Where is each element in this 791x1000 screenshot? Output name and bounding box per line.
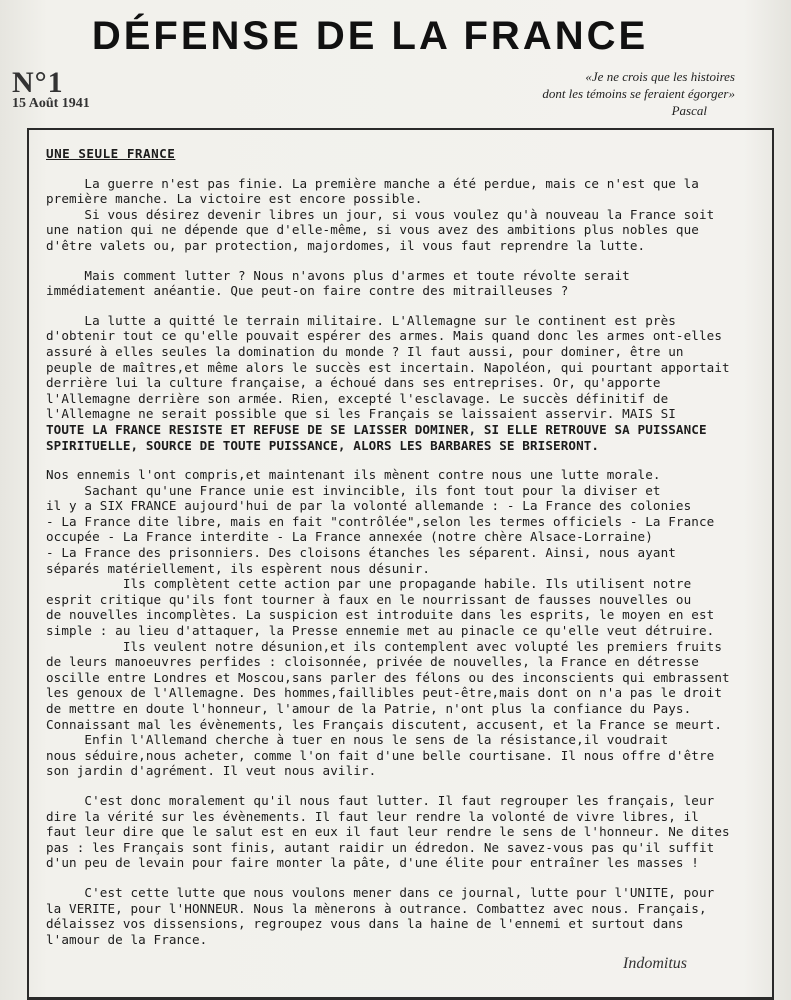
paragraph-line: Enfin l'Allemand cherche à tuer en nous le sens de la résistance,il voudrait — [46, 732, 669, 748]
article-body — [46, 146, 771, 961]
paragraph-line: d'obtenir tout ce qu'elle pouvait espérer des armes. Mais quand donc les armes ont-elles — [46, 328, 723, 344]
paragraph-line: séparés matériellement, ils espèrent nous désunir. — [46, 560, 431, 576]
paragraph-line: - La France des prisonniers. Des cloisons étanches les séparent. Ainsi, nous ayant — [46, 545, 676, 561]
paragraph-line: dire la vérité sur les évènements. Il faut leur rendre la volonté de vivre libres, il — [46, 808, 699, 824]
paragraph-line: faut leur dire que le salut est en eux il faut leur rendre le sens de l'honneur. Ne dites — [46, 824, 730, 840]
paragraph-line: C'est donc moralement qu'il nous faut lutter. Il faut regrouper les français, leur — [46, 792, 715, 808]
issue-number: N°1 — [12, 66, 64, 99]
paragraph-line: Ils veulent notre désunion,et ils contemplent avec volupté les premiers fruits — [46, 638, 723, 654]
epigraph — [455, 68, 735, 119]
article-paragraphs — [46, 176, 771, 948]
paragraph-line: d'être valets ou, par protection, majordomes, il vous faut reprendre la lutte. — [46, 237, 646, 253]
paragraph-line: derrière lui la culture française, a échoué dans ses entreprises. Or, qu'apporte — [46, 375, 661, 391]
paragraph-line: oscille entre Londres et Moscou,sans parler des félons ou des inconscients qui embrassent — [46, 669, 730, 685]
paragraph-line: La guerre n'est pas finie. La première manche a été perdue, mais ce n'est que la — [46, 175, 699, 191]
paragraph-line: Ils complètent cette action par une propagande habile. Ils utilisent notre — [46, 576, 692, 592]
article-paragraph — [46, 176, 771, 254]
paragraph-line: l'Allemagne ne serait possible que si les Français se laissaient asservir. MAIS SI — [46, 406, 676, 422]
paragraph-line: assuré à elles seules la domination du monde ? Il faut aussi, pour dominer, être un — [46, 343, 684, 359]
paragraph-line: Si vous désirez devenir libres un jour, si vous voulez qu'à nouveau la France soit — [46, 206, 715, 222]
paragraph-line: Nos ennemis l'ont compris,et maintenant ils mènent contre nous une lutte morale. — [46, 467, 661, 483]
paragraph-line: occupée - La France interdite - La France annexée (notre chère Alsace-Lorraine) — [46, 529, 653, 545]
paragraph-line: de nouvelles incomplètes. La suspicion est introduite dans les esprits, le moyen en est — [46, 607, 715, 623]
paragraph-line: La lutte a quitté le terrain militaire. L'Allemagne sur le continent est près — [46, 312, 676, 328]
paragraph-line: première manche. La victoire est encore possible. — [46, 191, 423, 207]
paragraph-line: son jardin d'agrément. Il veut nous avilir. — [46, 763, 377, 779]
paragraph-line: Sachant qu'une France unie est invincible, ils font tout pour la diviser et — [46, 482, 661, 498]
paragraph-line: les genoux de l'Allemagne. Des hommes,faillibles peut-être,mais dont on n'a pas le droit — [46, 685, 723, 701]
article-title: UNE SEULE FRANCE — [46, 146, 176, 161]
article-paragraph — [46, 313, 771, 453]
paragraph-line: nous séduire,nous acheter, comme l'on fait d'une belle courtisane. Il nous offre d'être — [46, 747, 715, 763]
article-paragraph — [46, 268, 771, 299]
article-signature: Indomitus — [623, 955, 687, 972]
paragraph-line: - La France dite libre, mais en fait "contrôlée",selon les termes officiels - La France — [46, 513, 715, 529]
article-paragraph — [46, 885, 771, 947]
paragraph-line: simple : au lieu d'attaquer, la Presse ennemie met au pinacle ce qu'elle veut détruire. — [46, 623, 715, 639]
paragraph-line: SPIRITUELLE, SOURCE DE TOUTE PUISSANCE, ALORS LES BARBARES SE BRISERONT. — [46, 437, 600, 453]
paragraph-line: de mettre en doute l'honneur, l'amour de la Patrie, n'ont plus la confiance du Pays. — [46, 701, 692, 716]
paragraph-line: délaissez vos dissensions, regroupez vous dans la haine de l'ennemi et surtout dans — [46, 916, 684, 932]
paragraph-line: l'amour de la France. — [46, 931, 208, 947]
paragraph-line: esprit critique qu'ils font tourner à faux en le nourrissant de fausses nouvelles ou — [46, 591, 692, 607]
paragraph-line: d'un peu de levain pour faire monter la pâte, d'une élite pour entraîner les masses ! — [46, 855, 699, 871]
paragraph-line: peuple de maîtres,et même alors le succès est incertain. Napoléon, qui pourtant apportait — [46, 359, 730, 375]
epigraph-author: Pascal — [671, 103, 707, 118]
paragraph-line: immédiatement anéantie. Que peut-on faire contre des mitrailleuses ? — [46, 283, 569, 299]
epigraph-line: «Je ne crois que les histoires — [585, 69, 735, 84]
paragraph-line: de leurs manoeuvres perfides : cloisonnée, privée de nouvelles, la France en détresse — [46, 654, 699, 670]
article-paragraph — [46, 793, 771, 871]
paragraph-line: la VERITE, pour l'HONNEUR. Nous la mènerons à outrance. Combattez avec nous. Français, — [46, 900, 707, 916]
paragraph-line: une nation qui ne dépende que d'elle-même, si vous avez des ambitions plus nobles que — [46, 222, 699, 238]
paragraph-line: Mais comment lutter ? Nous n'avons plus d'armes et toute révolte serait — [46, 267, 630, 283]
issue-date: 15 Août 1941 — [12, 96, 90, 111]
masthead-title: DÉFENSE DE LA FRANCE — [91, 14, 649, 58]
epigraph-line: dont les témoins se feraient égorger» — [542, 86, 735, 101]
article-paragraph — [46, 467, 771, 779]
paragraph-line: l'Allemagne derrière son armée. Rien, excepté l'esclavage. Le succès définitif de — [46, 390, 669, 406]
paragraph-line: pas : les Français sont finis, autant raidir un édredon. Ne savez-vous pas qu'il suffit — [46, 839, 715, 855]
paragraph-line: TOUTE LA FRANCE RESISTE ET REFUSE DE SE LAISSER DOMINER, SI ELLE RETROUVE SA PUISSANCE — [46, 421, 707, 437]
paragraph-line: il y a SIX FRANCE aujourd'hui de par la volonté allemande : - La France des colonies — [46, 498, 692, 514]
paragraph-line: C'est cette lutte que nous voulons mener dans ce journal, lutte pour l'UNITE, pour — [46, 884, 715, 900]
paragraph-line: Connaissant mal les évènements, les Français discutent, accusent, et la France se meurt. — [46, 716, 723, 732]
